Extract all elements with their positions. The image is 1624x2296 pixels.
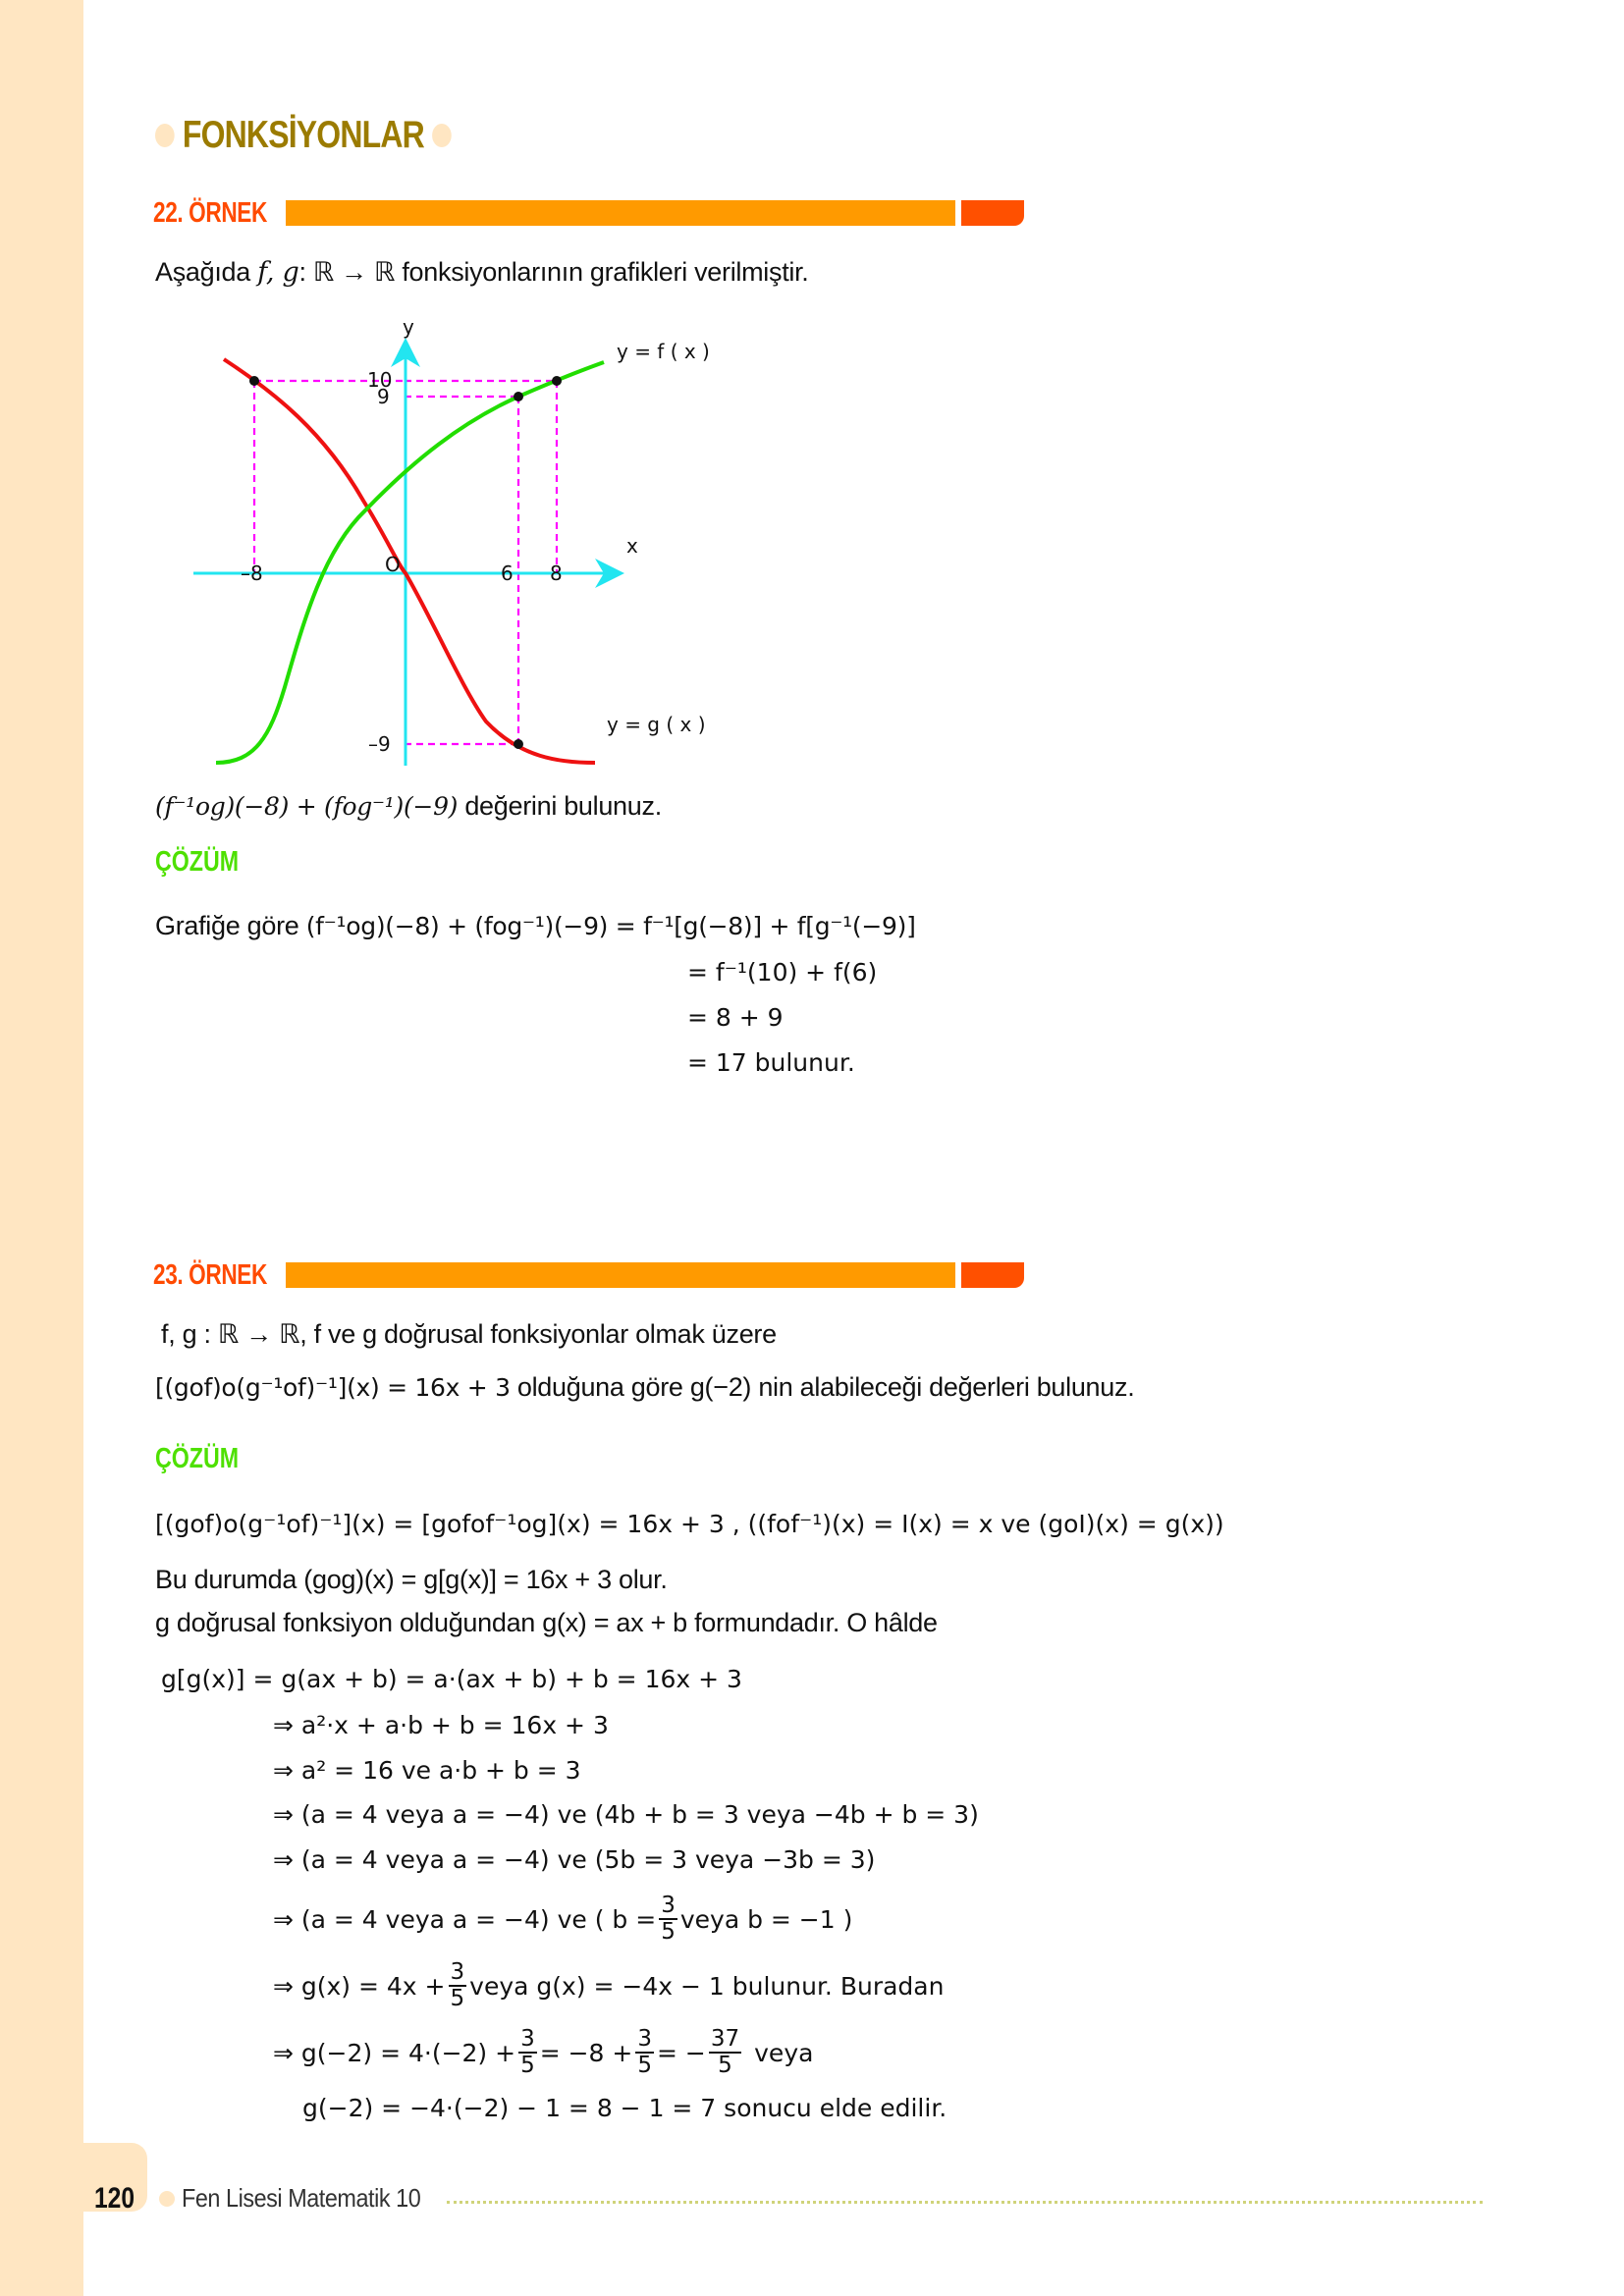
solution-23-line-3: g doğrusal fonksiyon olduğundan g(x) = ax + b formundadır. O hâlde <box>155 1608 938 1637</box>
y-tick-10: 10 <box>367 368 393 392</box>
footer-bullet-icon <box>159 2191 175 2207</box>
book-title: Fen Lisesi Matematik 10 <box>182 2183 421 2213</box>
footer-dotted-rule <box>447 2201 1483 2204</box>
line-9-post: veya b = −1 ) <box>679 1904 853 1934</box>
numerator: 3 <box>520 2026 535 2052</box>
example-22-label: 22. ÖRNEK <box>153 197 267 229</box>
solution-prefix: Grafiğe göre <box>155 911 299 940</box>
solution-22-line-3: = 8 + 9 <box>687 1003 784 1032</box>
line-10-post: veya g(x) = −4x − 1 bulunur. Buradan <box>469 1971 945 2001</box>
numerator: 3 <box>637 2026 653 2052</box>
x-tick-neg8: –8 <box>241 561 263 585</box>
denominator: 5 <box>661 1919 676 1945</box>
example-header-bar <box>286 200 955 226</box>
line-10-pre: ⇒ g(x) = 4x + <box>273 1971 446 2001</box>
example-23-label: 23. ÖRNEK <box>153 1259 267 1291</box>
y-tick-neg9: –9 <box>368 732 391 756</box>
chapter-title-text: FONKSİYONLAR <box>182 114 424 156</box>
example-header-bar <box>286 1262 955 1288</box>
numerator: 3 <box>450 1959 465 1985</box>
solution-label-22: ÇÖZÜM <box>155 846 240 878</box>
solution-22-line-2: = f⁻¹(10) + f(6) <box>687 958 878 987</box>
bullet-icon <box>155 124 175 147</box>
solution-23-line-5: ⇒ a²·x + a·b + b = 16x + 3 <box>273 1711 609 1739</box>
denominator: 5 <box>637 2053 653 2078</box>
solution-23-line-8: ⇒ (a = 4 veya a = −4) ve (5b = 3 veya −3b = 3) <box>273 1845 876 1874</box>
f-curve <box>216 362 604 763</box>
x-tick-8: 8 <box>550 561 563 585</box>
example-header-tab <box>961 200 1024 226</box>
solution-23-line-9 <box>273 1895 852 1944</box>
fraction <box>449 1961 467 2010</box>
f-legend-label: y = f ( x ) <box>617 340 710 363</box>
y-tick-9: 9 <box>377 385 390 408</box>
intro-suffix: fonksiyonlarının grafikleri verilmiştir. <box>402 257 809 287</box>
fraction <box>659 1895 677 1944</box>
intro-domain: : ℝ → ℝ <box>298 257 396 287</box>
solution-expression: (f⁻¹og)(−8) + (fog⁻¹)(−9) = f⁻¹[g(−8)] + f[g⁻¹(−9)] <box>305 912 916 940</box>
intro-prefix: Aşağıda <box>155 257 250 287</box>
numerator: 3 <box>661 1893 676 1918</box>
solution-22-line-1 <box>155 911 916 941</box>
example-header-tab <box>961 1262 1024 1288</box>
line-11-mid: = −8 + <box>539 2038 633 2067</box>
page-number: 120 <box>94 2182 135 2215</box>
statement-expression: [(gof)o(g⁻¹of)⁻¹](x) = 16x + 3 <box>155 1373 511 1402</box>
solution-23-line-2: Bu durumda (gog)(x) = g[g(x)] = 16x + 3 olur. <box>155 1565 668 1594</box>
numerator: 37 <box>710 2026 740 2052</box>
question-expression: (f⁻¹og)(−8) + (fog⁻¹)(−9) <box>155 792 459 821</box>
solution-23-line-6: ⇒ a² = 16 ve a·b + b = 3 <box>273 1756 581 1785</box>
fraction <box>518 2028 537 2077</box>
line-11-post: veya <box>754 2038 814 2067</box>
denominator: 5 <box>520 2053 535 2078</box>
example-23-statement-1: f, g : ℝ → ℝ, f ve g doğrusal fonksiyonlar olmak üzere <box>161 1319 777 1349</box>
example-23-statement-2 <box>155 1372 1134 1403</box>
solution-22-line-4: = 17 bulunur. <box>687 1048 855 1077</box>
solution-23-line-12: g(−2) = −4·(−2) − 1 = 8 − 1 = 7 sonucu elde edilir. <box>302 2094 947 2122</box>
bullet-icon <box>432 124 452 147</box>
left-margin-band <box>0 0 83 2296</box>
fraction <box>635 2028 654 2077</box>
line-11-mid2: = − <box>657 2038 706 2067</box>
function-graph <box>177 304 746 766</box>
example-22-question <box>155 791 662 822</box>
chapter-title <box>155 114 452 157</box>
x-axis-label: x <box>626 534 638 558</box>
g-legend-label: y = g ( x ) <box>607 713 706 736</box>
line-11-pre: ⇒ g(−2) = 4·(−2) + <box>273 2038 516 2067</box>
example-22-intro <box>155 257 809 288</box>
question-suffix: değerini bulunuz. <box>464 791 662 821</box>
y-axis-label: y <box>403 315 414 339</box>
origin-label: O <box>385 553 401 576</box>
statement-suffix: olduğuna göre g(−2) nin alabileceği değerleri bulunuz. <box>516 1372 1135 1402</box>
solution-23-line-11 <box>273 2028 813 2077</box>
denominator: 5 <box>718 2053 732 2078</box>
intro-funcs: f, g <box>257 257 299 288</box>
solution-23-line-10 <box>273 1961 944 2010</box>
denominator: 5 <box>450 1986 465 2011</box>
fraction <box>709 2028 741 2077</box>
solution-23-line-1: [(gof)o(g⁻¹of)⁻¹](x) = [gofof⁻¹og](x) = 16x + 3 , ((fof⁻¹)(x) = I(x) = x ve (goI)(x) = g(x)) <box>155 1510 1224 1538</box>
x-tick-6: 6 <box>501 561 514 585</box>
solution-label-23: ÇÖZÜM <box>155 1443 240 1474</box>
line-9-pre: ⇒ (a = 4 veya a = −4) ve ( b = <box>273 1904 657 1934</box>
solution-23-line-4: g[g(x)] = g(ax + b) = a·(ax + b) + b = 16x + 3 <box>161 1665 742 1693</box>
solution-23-line-7: ⇒ (a = 4 veya a = −4) ve (4b + b = 3 veya −4b + b = 3) <box>273 1800 979 1829</box>
